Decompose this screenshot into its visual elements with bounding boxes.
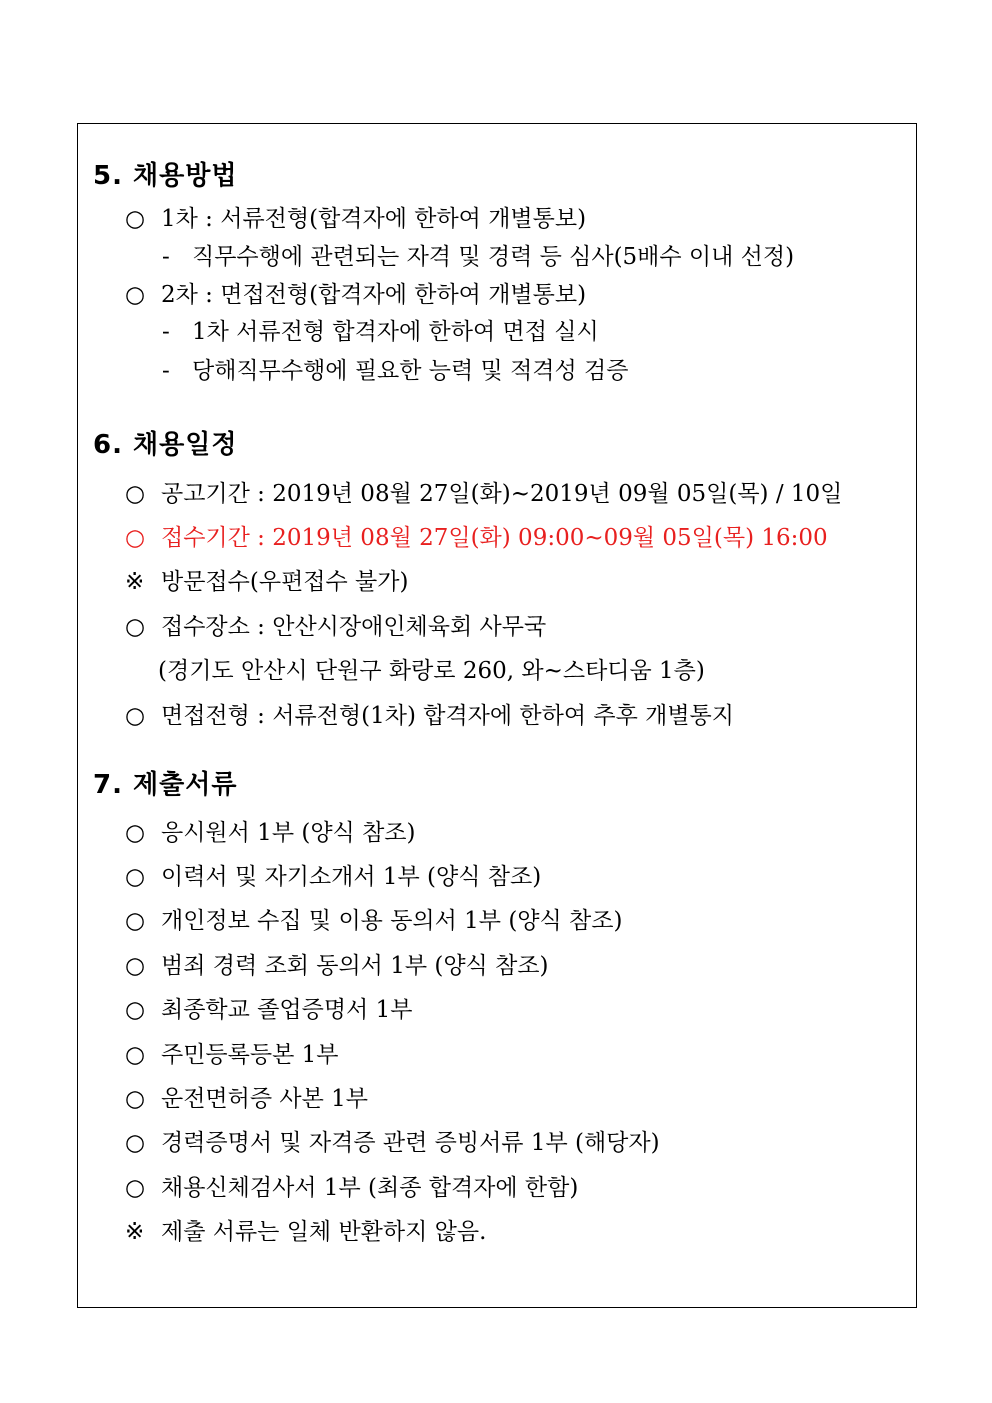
circle-bullet: ○ [125,1175,146,1201]
sub-item [162,242,794,272]
list-item-text: 2차 : 면접전형(합격자에 한하여 개별통보) [161,282,587,308]
list-item-text: 면접전형 : 서류전형(1차) 합격자에 한하여 추후 개별통지 [161,703,734,729]
note-item [125,567,408,597]
list-item-text: 응시원서 1부 (양식 참조) [161,820,416,846]
circle-bullet: ○ [125,481,146,507]
circle-bullet: ○ [125,864,146,890]
sub-item [162,356,628,386]
section-7-title: 7. 제출서류 [93,770,238,800]
circle-bullet: ○ [125,1042,146,1068]
list-item-text: 접수장소 : 안산시장애인체육회 사무국 [161,614,547,640]
list-item-text: 범죄 경력 조회 동의서 1부 (양식 참조) [161,953,549,979]
dash-bullet: - [162,244,170,270]
note-text: 제출 서류는 일체 반환하지 않음. [161,1219,487,1245]
section-6-title: 6. 채용일정 [93,430,238,460]
list-item-text: 1차 : 서류전형(합격자에 한하여 개별통보) [161,206,587,232]
circle-bullet: ○ [125,820,146,846]
circle-bullet: ○ [125,1086,146,1112]
list-item [125,612,546,642]
list-item [125,951,549,981]
circle-bullet: ○ [125,908,146,934]
list-item-text: 이력서 및 자기소개서 1부 (양식 참조) [161,864,542,890]
circle-bullet: ○ [125,614,146,640]
list-item [125,479,842,509]
list-item-text: 최종학교 졸업증명서 1부 [161,997,413,1023]
list-item-text: 접수기간 : 2019년 08월 27일(화) 09:00~09월 05일(목) 16:00 [161,525,828,551]
list-item-text: 주민등록등본 1부 [161,1042,339,1068]
dash-bullet: - [162,319,170,345]
list-item [125,1173,578,1203]
dash-bullet: - [162,358,170,384]
list-item-text: 채용신체검사서 1부 (최종 합격자에 한함) [161,1175,579,1201]
sub-item-text: 1차 서류전형 합격자에 한하여 면접 실시 [192,319,599,345]
list-item-text: 공고기간 : 2019년 08월 27일(화)~2019년 09월 05일(목) / 10일 [161,481,843,507]
circle-bullet: ○ [125,703,146,729]
circle-bullet: ○ [125,1130,146,1156]
list-item-text: 경력증명서 및 자격증 관련 증빙서류 1부 (해당자) [161,1130,660,1156]
circle-bullet: ○ [125,997,146,1023]
address-line: (경기도 안산시 단원구 화랑로 260, 와~스타디움 1층) [158,658,705,684]
list-item [125,995,412,1025]
circle-bullet: ○ [125,953,146,979]
sub-item-text: 당해직무수행에 필요한 능력 및 적격성 검증 [192,358,629,384]
list-item [125,906,622,936]
section-5-title: 5. 채용방법 [93,161,238,191]
list-item [125,1128,660,1158]
list-item [125,701,734,731]
list-item [125,280,586,310]
sub-item [162,317,599,347]
reference-mark: ※ [125,569,145,595]
circle-bullet: ○ [125,206,146,232]
list-item [125,1084,368,1114]
list-item-text: 운전면허증 사본 1부 [161,1086,368,1112]
list-item [125,1040,338,1070]
list-item-highlighted [125,523,828,553]
list-item [125,818,415,848]
note-text: 방문접수(우편접수 불가) [161,569,409,595]
circle-bullet: ○ [125,525,146,551]
circle-bullet: ○ [125,282,146,308]
list-item-text: 개인정보 수집 및 이용 동의서 1부 (양식 참조) [161,908,623,934]
note-item [125,1217,486,1247]
list-item [125,862,541,892]
list-item [125,204,586,234]
reference-mark: ※ [125,1219,145,1245]
sub-item-text: 직무수행에 관련되는 자격 및 경력 등 심사(5배수 이내 선정) [192,244,795,270]
